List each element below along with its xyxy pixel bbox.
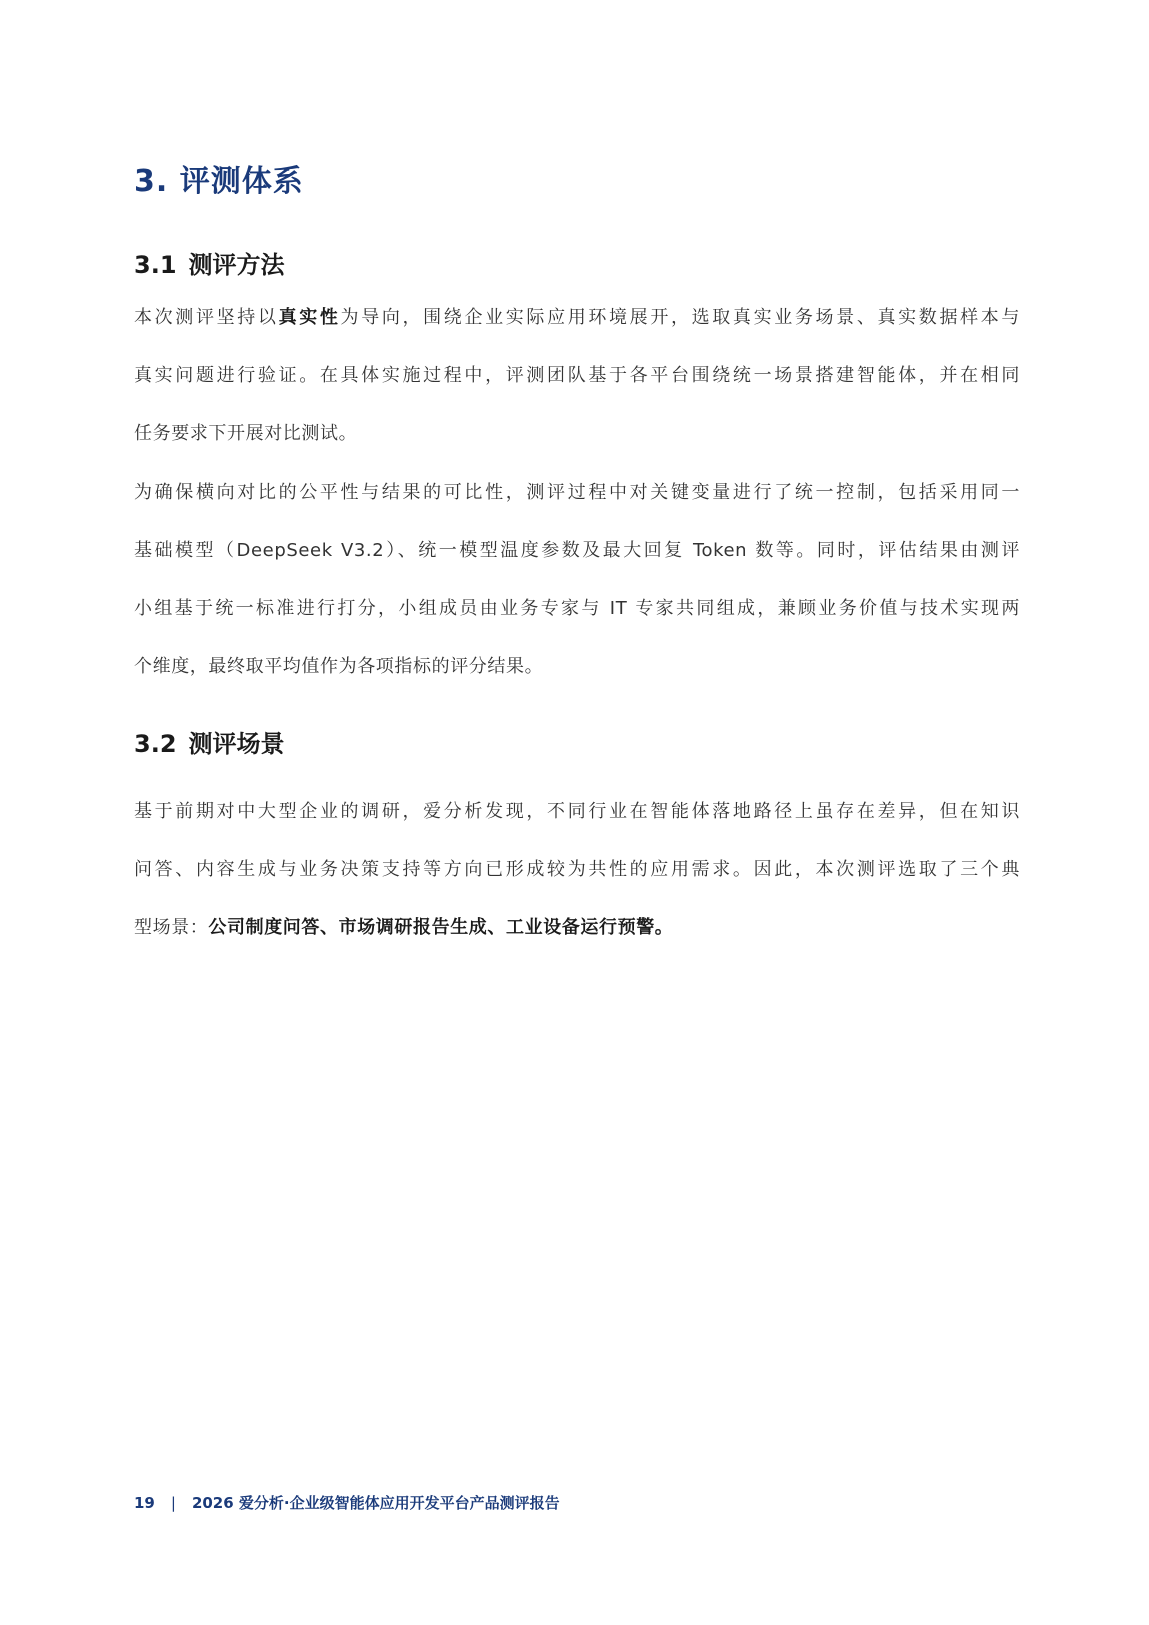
paragraph-method-1 <box>134 289 1020 463</box>
paragraph-method-2 <box>134 464 1020 696</box>
section-title: 测评方法 <box>188 251 285 279</box>
section-number: 3.2 <box>134 730 177 758</box>
section-heading-3-2 <box>134 724 285 759</box>
chapter-number: 3. <box>134 164 169 199</box>
text-run: 为导向，围绕企业实际应用环境展开，选取真实业务场景、真实数据样本与 <box>340 307 1021 328</box>
text-line: 小组基于统一标准进行打分，小组成员由业务专家与 IT 专家共同组成，兼顾业务价值与技术实现两 <box>134 598 1020 619</box>
report-title: 2026 爱分析·企业级智能体应用开发平台产品测评报告 <box>191 1494 560 1512</box>
text-line: 任务要求下开展对比测试。 <box>134 423 358 444</box>
section-heading-3-1 <box>134 245 285 280</box>
chapter-heading <box>134 156 304 200</box>
section-title: 测评场景 <box>188 730 285 758</box>
text-line <box>134 899 1020 957</box>
footer-separator: | <box>170 1494 176 1512</box>
section-number: 3.1 <box>134 251 177 279</box>
paragraph-scenario <box>134 783 1020 957</box>
emphasis-scenarios: 公司制度问答、市场调研报告生成、工业设备运行预警。 <box>208 917 674 938</box>
text-line: 个维度，最终取平均值作为各项指标的评分结果。 <box>134 656 544 677</box>
text-line <box>134 289 1020 347</box>
text-line: 基于前期对中大型企业的调研，爱分析发现，不同行业在智能体落地路径上虽存在差异，但在知识 <box>134 801 1020 822</box>
text-run: 本次测评坚持以 <box>134 307 279 328</box>
emphasis-authenticity: 真实性 <box>278 307 341 328</box>
text-line: 基础模型（DeepSeek V3.2）、统一模型温度参数及最大回复 Token 数等。同时，评估结果由测评 <box>134 540 1021 561</box>
text-run: 型场景： <box>134 917 209 938</box>
page-footer <box>134 1492 560 1513</box>
text-line: 真实问题进行验证。在具体实施过程中，评测团队基于各平台围绕统一场景搭建智能体，并在相同 <box>134 365 1020 386</box>
text-line: 为确保横向对比的公平性与结果的可比性，测评过程中对关键变量进行了统一控制，包括采用同一 <box>134 482 1020 503</box>
chapter-title: 评测体系 <box>179 164 304 199</box>
page-number: 19 <box>134 1494 155 1512</box>
text-line: 问答、内容生成与业务决策支持等方向已形成较为共性的应用需求。因此，本次测评选取了三个典 <box>134 859 1020 880</box>
